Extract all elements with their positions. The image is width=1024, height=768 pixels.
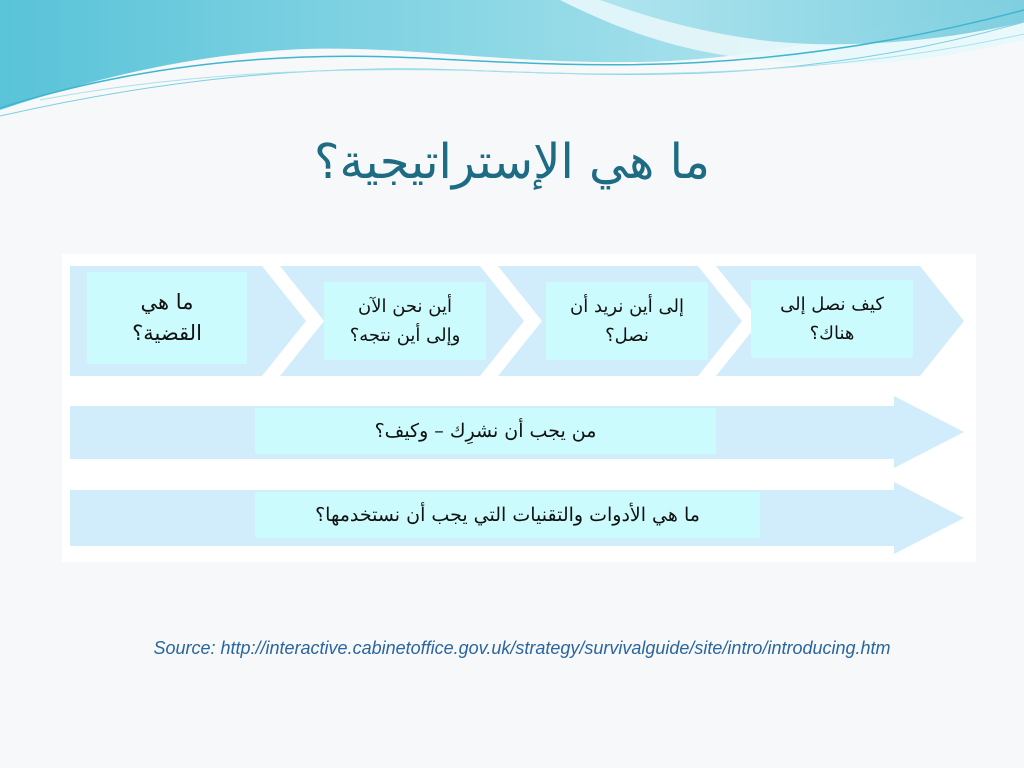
header-wave-decoration — [0, 0, 1024, 120]
stage-2-label: أين نحن الآن وإلى أين نتجه؟ — [324, 282, 486, 360]
banner-1-label: من يجب أن نشرِك – وكيف؟ — [255, 408, 716, 454]
banner-2-label: ما هي الأدوات والتقنيات التي يجب أن نستخدمها؟ — [255, 492, 760, 538]
stage-1-label: ما هي القضية؟ — [87, 272, 247, 364]
source-citation: Source: http://interactive.cabinetoffice.gov.uk/strategy/survivalguide/site/intro/introducing.htm — [153, 638, 891, 658]
stage-3-label: إلى أين نريد أن نصل؟ — [546, 282, 708, 360]
strategy-diagram — [62, 254, 976, 562]
slide-title: ما هي الإستراتيجية؟ — [314, 134, 710, 190]
stage-4-label: كيف نصل إلى هناك؟ — [751, 280, 913, 358]
